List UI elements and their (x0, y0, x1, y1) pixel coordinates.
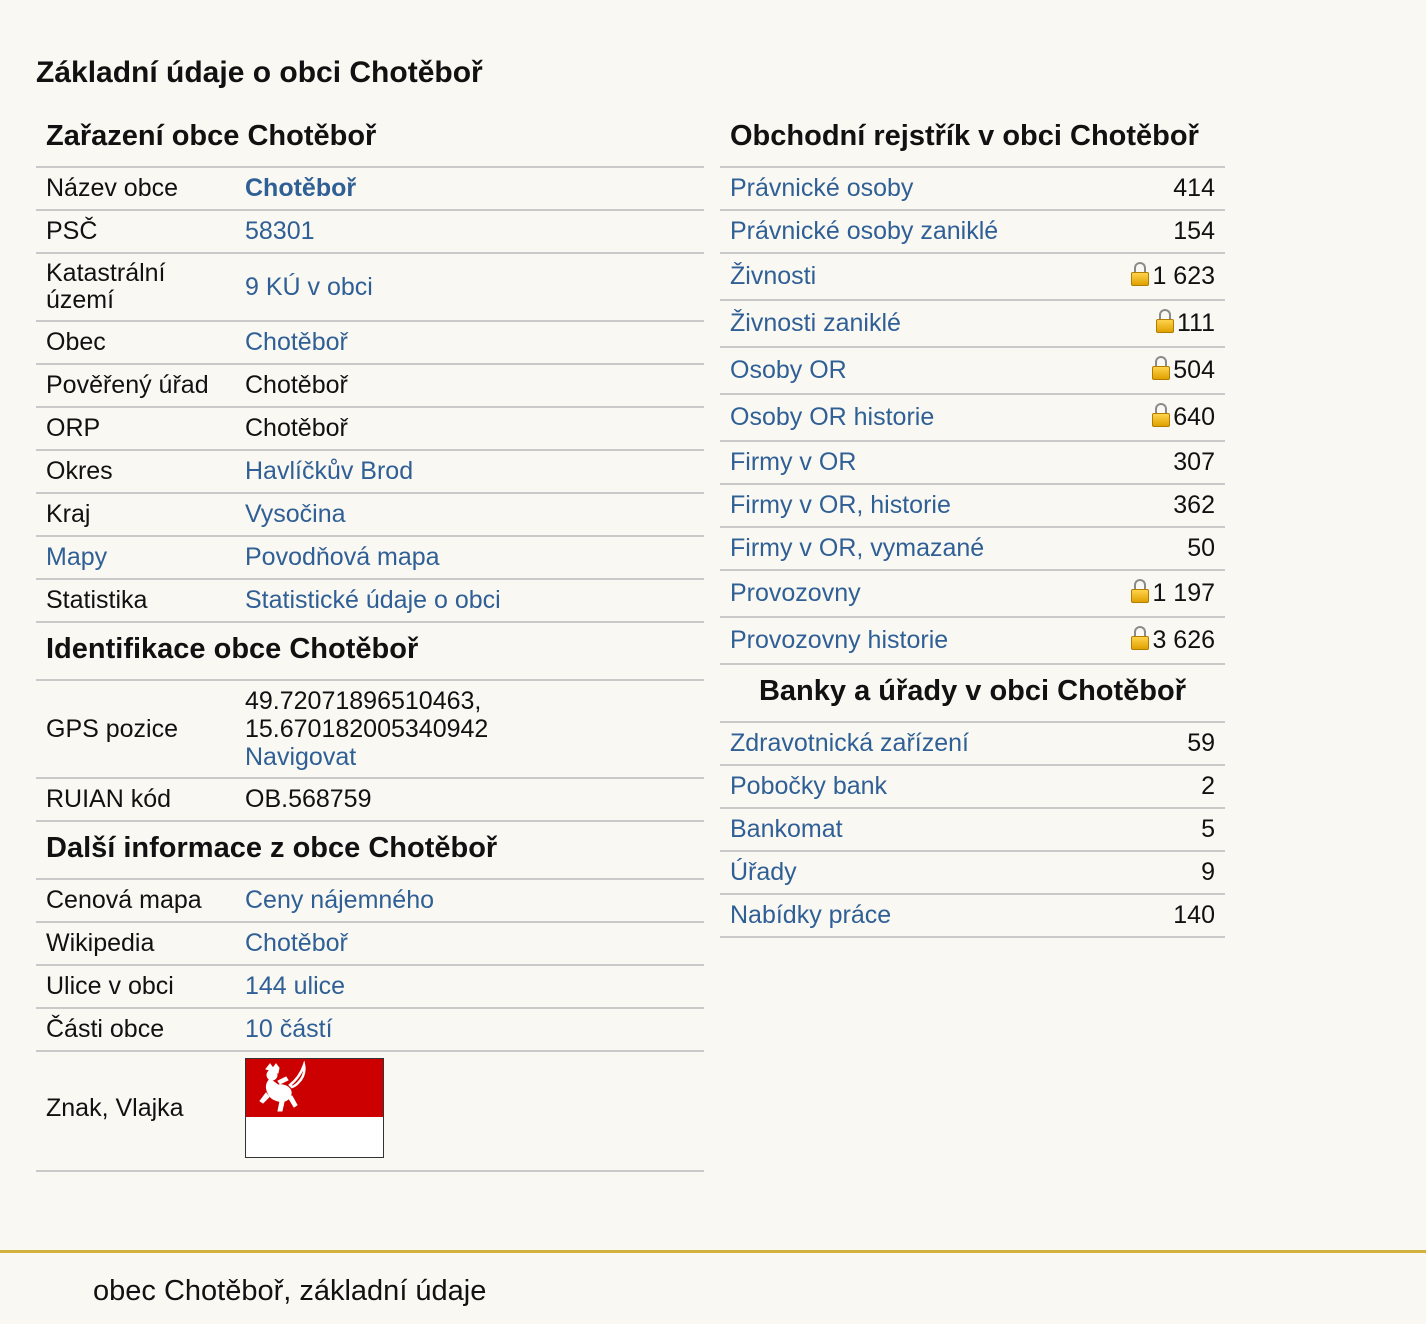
lock-icon (1131, 579, 1149, 603)
table-row (720, 894, 1225, 937)
lock-icon (1131, 626, 1149, 650)
footer-text: obec Chotěboř, základní údaje (93, 1275, 487, 1307)
row-key: Znak, Vlajka (36, 1051, 235, 1171)
zdravotnicka-zarizeni-link[interactable]: Zdravotnická zařízení (730, 729, 969, 757)
count-value: 111 (1176, 309, 1215, 337)
section-heading-zarazeni: Zařazení obce Chotěboř (36, 110, 704, 168)
ruian-value: OB.568759 (235, 778, 704, 821)
pobocky-bank-link[interactable]: Pobočky bank (730, 772, 888, 800)
section-heading-banky: Banky a úřady v obci Chotěboř (720, 665, 1225, 723)
count-value: 414 (1092, 168, 1226, 210)
footer-divider (0, 1250, 1426, 1253)
kraj-link[interactable]: Vysočina (245, 500, 346, 528)
row-key: GPS pozice (36, 681, 235, 778)
lock-icon (1131, 262, 1149, 286)
row-key: Statistika (36, 579, 235, 622)
mapy-link[interactable]: Mapy (46, 543, 108, 571)
table-row (720, 570, 1225, 617)
count-value: 307 (1092, 441, 1226, 484)
psc-link[interactable]: 58301 (245, 217, 315, 245)
zivnosti-zanikle-link[interactable]: Živnosti zaniklé (730, 309, 901, 337)
povodnova-mapa-link[interactable]: Povodňová mapa (245, 543, 440, 571)
table-row (36, 364, 704, 407)
obec-link[interactable]: Chotěboř (245, 328, 348, 356)
table-row (720, 347, 1225, 394)
count-value: 2 (1128, 765, 1225, 808)
flag-image[interactable] (245, 1058, 384, 1158)
table-row (36, 168, 704, 210)
row-key: Cenová mapa (36, 880, 235, 922)
table-row (720, 484, 1225, 527)
statistika-link[interactable]: Statistické údaje o obci (245, 586, 501, 614)
section-heading-obchodni: Obchodní rejstřík v obci Chotěboř (720, 110, 1225, 168)
table-row (720, 765, 1225, 808)
row-key: RUIAN kód (36, 778, 235, 821)
osoby-or-historie-link[interactable]: Osoby OR historie (730, 403, 935, 431)
gps-longitude: 15.670182005340942 (245, 715, 489, 743)
provozovny-historie-link[interactable]: Provozovny historie (730, 626, 949, 654)
count-value: 154 (1092, 210, 1226, 253)
section-heading-dalsi: Další informace z obce Chotěboř (36, 822, 704, 880)
table-row (720, 723, 1225, 765)
urady-link[interactable]: Úřady (730, 858, 797, 886)
povereny-urad-value: Chotěboř (235, 364, 704, 407)
bankomat-link[interactable]: Bankomat (730, 815, 843, 843)
table-row (720, 394, 1225, 441)
nazev-obce-link[interactable]: Chotěboř (245, 174, 357, 202)
row-key: Wikipedia (36, 922, 235, 965)
table-row (720, 441, 1225, 484)
pravnicke-osoby-zanikle-link[interactable]: Právnické osoby zaniklé (730, 217, 999, 245)
obchodni-table (720, 168, 1225, 665)
row-key: Okres (36, 450, 235, 493)
count-value: 640 (1173, 403, 1215, 431)
identifikace-table (36, 681, 704, 822)
count-value: 50 (1092, 527, 1226, 570)
okres-link[interactable]: Havlíčkův Brod (245, 457, 414, 485)
firmy-v-or-link[interactable]: Firmy v OR (730, 448, 857, 476)
gps-latitude: 49.72071896510463, (245, 687, 482, 715)
casti-obce-link[interactable]: 10 částí (245, 1015, 333, 1043)
orp-value: Chotěboř (235, 407, 704, 450)
osoby-or-link[interactable]: Osoby OR (730, 356, 847, 384)
table-row (36, 450, 704, 493)
count-value: 1 623 (1152, 262, 1215, 290)
row-key: Části obce (36, 1008, 235, 1051)
lion-emblem-icon (252, 1061, 312, 1115)
wikipedia-link[interactable]: Chotěboř (245, 929, 348, 957)
table-row (36, 579, 704, 622)
row-key: Ulice v obci (36, 965, 235, 1008)
table-row (720, 300, 1225, 347)
table-row (36, 253, 704, 321)
pravnicke-osoby-link[interactable]: Právnické osoby (730, 174, 914, 202)
ceny-najemneho-link[interactable]: Ceny nájemného (245, 886, 435, 914)
page-title: Základní údaje o obci Chotěboř (36, 56, 483, 89)
ulice-link[interactable]: 144 ulice (245, 972, 346, 1000)
katastralni-uzemi-link[interactable]: 9 KÚ v obci (245, 272, 373, 301)
navigovat-link[interactable]: Navigovat (245, 743, 357, 771)
row-key: Katastrální území (36, 253, 235, 321)
row-key: Kraj (36, 493, 235, 536)
table-row (36, 922, 704, 965)
count-value: 59 (1128, 723, 1225, 765)
table-row (36, 321, 704, 364)
right-column (720, 110, 1225, 938)
firmy-v-or-vymazane-link[interactable]: Firmy v OR, vymazané (730, 534, 985, 562)
table-row (720, 808, 1225, 851)
table-row (36, 880, 704, 922)
row-key: Obec (36, 321, 235, 364)
count-value: 5 (1128, 808, 1225, 851)
table-row (36, 681, 704, 778)
row-key: ORP (36, 407, 235, 450)
left-column (36, 110, 704, 1172)
count-value: 504 (1173, 356, 1215, 384)
table-row (36, 1051, 704, 1171)
firmy-v-or-historie-link[interactable]: Firmy v OR, historie (730, 491, 951, 519)
lock-icon (1152, 356, 1170, 380)
table-row (720, 527, 1225, 570)
lock-icon (1152, 403, 1170, 427)
table-row (36, 407, 704, 450)
table-row (720, 851, 1225, 894)
nabidky-prace-link[interactable]: Nabídky práce (730, 901, 892, 929)
table-row (36, 1008, 704, 1051)
count-value: 140 (1128, 894, 1225, 937)
banky-table (720, 723, 1225, 938)
table-row (36, 965, 704, 1008)
dalsi-table (36, 880, 704, 1172)
table-row (720, 617, 1225, 664)
provozovny-link[interactable]: Provozovny (730, 579, 861, 607)
zarazeni-table (36, 168, 704, 623)
row-key: Pověřený úřad (36, 364, 235, 407)
section-heading-identifikace: Identifikace obce Chotěboř (36, 623, 704, 681)
row-key: PSČ (36, 210, 235, 253)
table-row (36, 536, 704, 579)
zivnosti-link[interactable]: Živnosti (730, 262, 817, 290)
table-row (720, 168, 1225, 210)
table-row (36, 210, 704, 253)
count-value: 362 (1092, 484, 1226, 527)
table-row (720, 210, 1225, 253)
row-key: Název obce (36, 168, 235, 210)
count-value: 1 197 (1152, 579, 1215, 607)
table-row (36, 493, 704, 536)
count-value: 3 626 (1152, 626, 1215, 654)
lock-icon (1156, 309, 1174, 333)
table-row (720, 253, 1225, 300)
count-value: 9 (1128, 851, 1225, 894)
table-row (36, 778, 704, 821)
